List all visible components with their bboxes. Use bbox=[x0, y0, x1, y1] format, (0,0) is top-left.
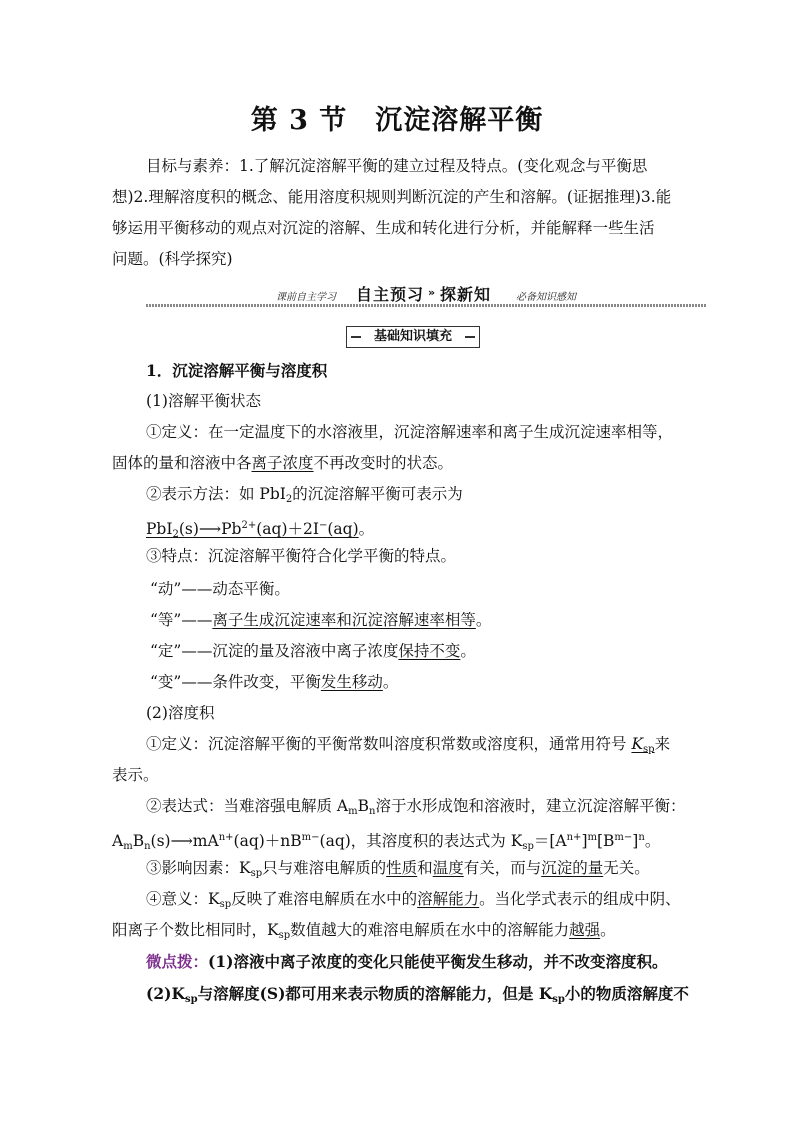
subscript: 2 bbox=[172, 529, 179, 540]
text: 固体的量和溶液中各 bbox=[112, 454, 252, 472]
text: 溶于水形成饱和溶液时，建立沉淀溶解平衡： bbox=[375, 797, 686, 815]
subscript: 2 bbox=[285, 494, 293, 505]
subscript: sp bbox=[522, 841, 534, 852]
text: 阳离子个数比相同时，K bbox=[112, 921, 279, 939]
text: “变”——条件改变，平衡 bbox=[150, 673, 321, 691]
text: 的沉淀溶解平衡可表示为 bbox=[292, 485, 463, 503]
superscript: m bbox=[587, 832, 597, 843]
superscript: m− bbox=[301, 832, 320, 843]
text: 。 bbox=[382, 673, 399, 691]
subscript: n bbox=[144, 841, 151, 852]
feature-ding bbox=[150, 636, 476, 667]
subscript: m bbox=[348, 806, 358, 817]
goals-line-1: 目标与素养：1.了解沉淀溶解平衡的建立过程及特点。(变化观念与平衡思 bbox=[146, 157, 648, 175]
goals-line-4: 问题。(科学探究) bbox=[112, 250, 233, 268]
text: (aq)＋2I bbox=[256, 520, 319, 538]
goals-line-3: 够运用平衡移动的观点对沉淀的溶解、生成和转化进行分析，并能解释一些生活 bbox=[112, 219, 655, 237]
text: ] bbox=[581, 832, 588, 850]
text: “定”——沉淀的量及溶液中离子浓度 bbox=[150, 642, 399, 660]
subscript: sp bbox=[552, 994, 565, 1005]
answer-blank: 溶解能力 bbox=[417, 890, 480, 908]
answer-blank: 越强 bbox=[569, 921, 601, 939]
text: ②表示方法：如 PbI bbox=[146, 485, 286, 503]
page-title: 第 3 节 沉淀溶解平衡 bbox=[250, 105, 544, 136]
subscript: sp bbox=[250, 868, 263, 879]
definition-1-line-2 bbox=[112, 448, 453, 479]
text: 数值越大的难溶电解质在水中的溶解能力 bbox=[290, 921, 570, 939]
definition-1-line-1: ①定义：在一定温度下的水溶液里，沉淀溶解速率和离子生成沉淀速率相等， bbox=[146, 423, 674, 441]
tip-label: 微点拨： bbox=[146, 952, 209, 971]
text: ＝[A bbox=[533, 832, 567, 850]
superscript: 2+ bbox=[241, 520, 257, 531]
text: 来 bbox=[654, 735, 671, 753]
goals-line-2: 想)2.理解溶度积的概念、能用溶度积规则判断沉淀的产生和溶解。(证据推理)3.能 bbox=[112, 188, 672, 206]
text: (aq)，其溶度积的表达式为 K bbox=[319, 832, 523, 850]
text: 。 bbox=[600, 921, 616, 939]
section-heading-box: 基础知识填充 bbox=[346, 326, 480, 348]
text: (aq) bbox=[327, 520, 359, 538]
feature-dong: “动”——动态平衡。 bbox=[150, 580, 290, 598]
text: (s)⟶mA bbox=[150, 832, 219, 850]
banner-title-1: 自主预习 bbox=[356, 285, 425, 304]
text: 不再改变时的状态。 bbox=[313, 454, 454, 472]
subscript: sp bbox=[643, 744, 655, 755]
banner-left-caption: 课前自主学习 bbox=[276, 292, 336, 303]
feature-deng bbox=[150, 605, 491, 636]
text: A bbox=[112, 832, 124, 850]
text: (2)K bbox=[146, 984, 185, 1003]
text: 无关。 bbox=[603, 859, 650, 877]
text: ] bbox=[632, 832, 639, 850]
text: “等”—— bbox=[150, 611, 213, 629]
feature-bian bbox=[150, 667, 398, 698]
answer-blank: K bbox=[631, 735, 644, 753]
answer-blank: 离子浓度 bbox=[251, 454, 314, 472]
text: [B bbox=[596, 832, 615, 850]
heading-1: 1．沉淀溶解平衡与溶度积 bbox=[146, 361, 328, 380]
superscript: n bbox=[638, 832, 645, 843]
subscript: sp bbox=[184, 994, 198, 1005]
superscript: m− bbox=[614, 832, 633, 843]
banner-title-2: 探新知 bbox=[440, 285, 492, 304]
answer-blank: 保持不变 bbox=[398, 642, 461, 660]
features-heading: ③特点：沉淀溶解平衡符合化学平衡的特点。 bbox=[146, 547, 457, 565]
subscript: sp bbox=[278, 930, 291, 941]
section-banner bbox=[146, 284, 706, 306]
text: 只与难溶电解质的 bbox=[262, 859, 387, 877]
text: 。 bbox=[475, 611, 492, 629]
superscript: − bbox=[318, 520, 328, 531]
text: 。 bbox=[460, 642, 476, 660]
double-arrow-icon: » bbox=[428, 286, 437, 299]
text: 。 bbox=[358, 520, 375, 538]
text: (aq)＋nB bbox=[233, 832, 302, 850]
text: 有关，而与 bbox=[463, 859, 542, 877]
superscript: n+ bbox=[566, 832, 582, 843]
text: ③影响因素：K bbox=[146, 859, 251, 877]
heading-1-1: (1)溶解平衡状态 bbox=[146, 392, 261, 410]
text: (s)⟶Pb bbox=[178, 520, 242, 538]
text: ②表达式：当难溶强电解质 A bbox=[146, 797, 349, 815]
text: (1)溶液中离子浓度的变化只能使平衡发生移动，并不改变溶度积。 bbox=[208, 952, 668, 971]
banner-right-caption: 必备知识感知 bbox=[516, 292, 576, 303]
text: ④意义：K bbox=[146, 890, 220, 908]
text: ①定义：沉淀溶解平衡的平衡常数叫溶度积常数或溶度积，通常用符号 bbox=[146, 735, 627, 753]
tip-line-2 bbox=[146, 978, 689, 1015]
text: 反映了难溶电解质在水中的 bbox=[231, 890, 418, 908]
tip-line-1 bbox=[146, 946, 667, 977]
text: 和 bbox=[417, 859, 433, 877]
answer-blank: 发生移动 bbox=[320, 673, 383, 691]
subscript: sp bbox=[219, 899, 232, 910]
answer-blank: 沉淀的量 bbox=[541, 859, 604, 877]
answer-blank: 性质 bbox=[386, 859, 418, 877]
text: 与溶解度(S)都可用来表示物质的溶解能力，但是 K bbox=[197, 984, 553, 1003]
definition-2-line-2: 表示。 bbox=[112, 766, 159, 784]
answer-blank: 温度 bbox=[432, 859, 464, 877]
text: 。 bbox=[644, 832, 661, 850]
text: 。当化学式表示的组成中阴、 bbox=[479, 890, 681, 908]
banner-divider bbox=[146, 304, 706, 307]
text: B bbox=[357, 797, 369, 815]
superscript: n+ bbox=[218, 832, 234, 843]
definition-2-line-1 bbox=[146, 729, 670, 765]
text: B bbox=[132, 832, 145, 850]
subscript: n bbox=[369, 806, 376, 817]
subscript: m bbox=[123, 841, 133, 852]
text: 小的物质溶解度不 bbox=[564, 984, 689, 1003]
heading-1-2: (2)溶度积 bbox=[146, 704, 215, 722]
text: PbI bbox=[146, 520, 173, 538]
answer-blank: 离子生成沉淀速率和沉淀溶解速率相等 bbox=[212, 611, 476, 629]
